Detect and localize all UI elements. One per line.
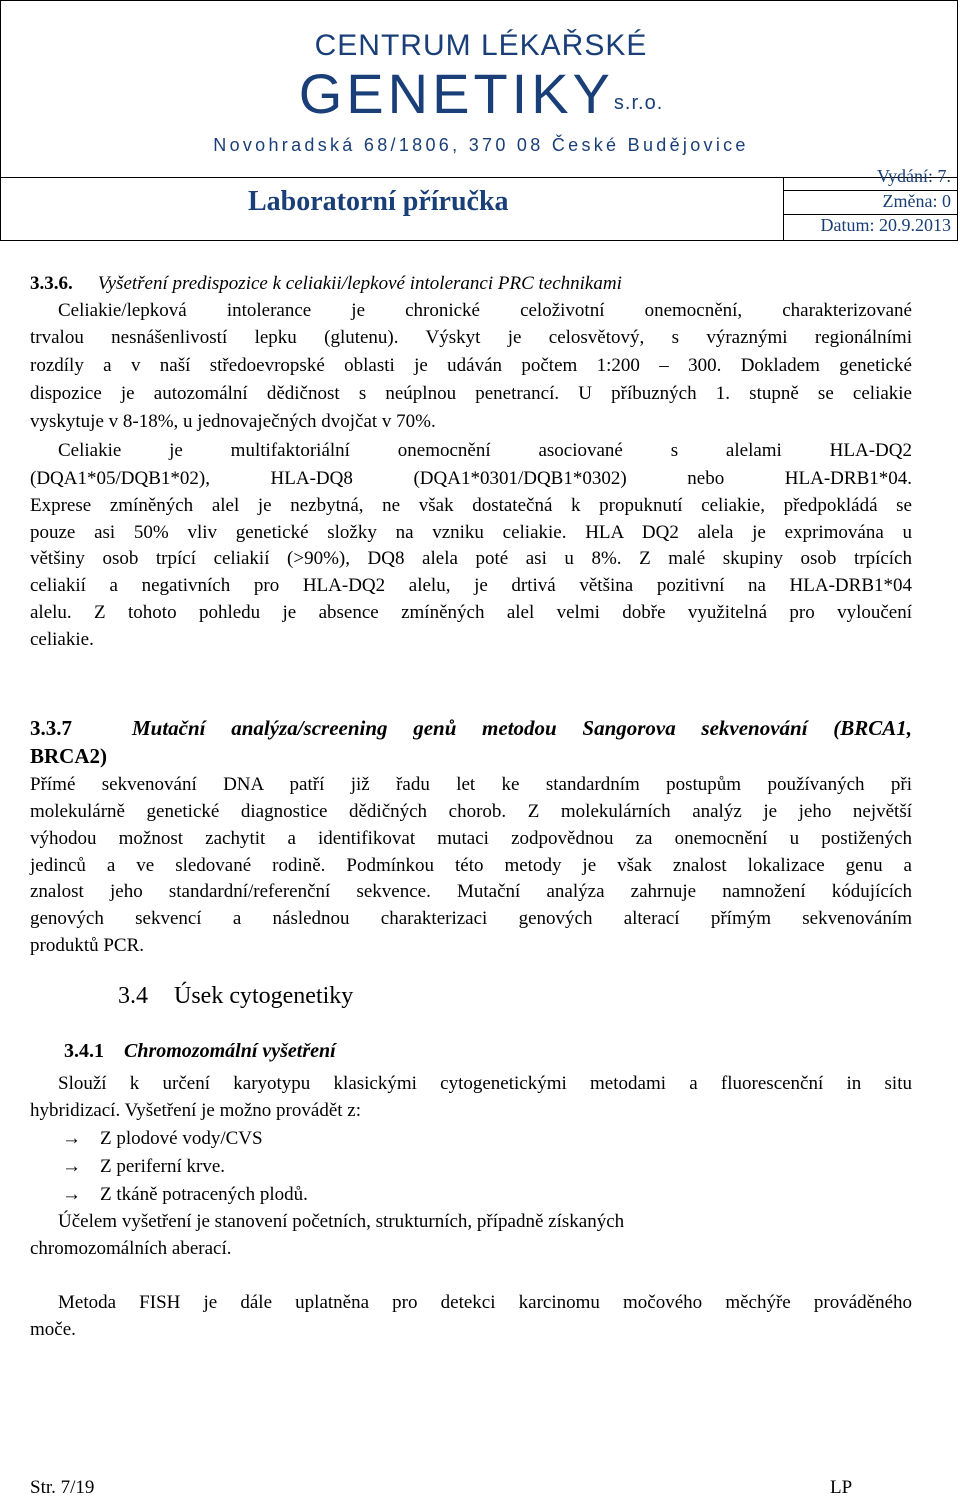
section-chromo-heading — [64, 1038, 336, 1065]
paragraph-line: rozdíly a v naší středoevropské oblasti je udáván počtem 1:200 – 300. Dokladem genetické — [30, 355, 912, 376]
paragraph-line: Exprese zmíněných alel je nezbytná, ne však dostatečná k propuknutí celiakie, předpokládá se — [30, 495, 912, 516]
document-title: Laboratorní příručka — [248, 186, 509, 217]
paragraph-line: znalost jeho standardní/referenční sekvence. Mutační analýza zahrnuje namnožení kódujících — [30, 881, 912, 902]
paragraph-line: Metoda FISH je dále uplatněna pro detekci karcinomu močového měchýře prováděného — [58, 1292, 912, 1313]
section-cyto-number: 3.4 — [118, 983, 148, 1009]
logo-line-1: CENTRUM LÉKAŘSKÉ — [314, 29, 648, 62]
paragraph-line: genových sekvencí a následnou charakterizaci genových alterací přímým sekvenováním — [30, 908, 912, 929]
section-brca-title-cont: BRCA2) — [30, 744, 107, 768]
section-number: 3.3.7 — [30, 716, 72, 740]
paragraph-line: Celiakie je multifaktoriální onemocnění asociované s alelami HLA-DQ2 — [58, 440, 912, 461]
paragraph-line: trvalou nesnášenlivostí lepku (glutenu). Výskyt je celosvětový, s výraznými regionálními — [30, 327, 912, 348]
paragraph-line: hybridizací. Vyšetření je možno provádět z: — [30, 1100, 361, 1121]
paragraph-line: většiny osob trpící celiakií (>90%), DQ8 alela poté asi u 8%. Z malé skupiny osob trpících — [30, 548, 912, 569]
company-address: Novohradská 68/1806, 370 08 České Budějovice — [213, 135, 749, 155]
paragraph-line: produktů PCR. — [30, 935, 145, 956]
section-title: Chromozomální vyšetření — [124, 1040, 336, 1062]
paragraph-line: celiakie. — [30, 629, 94, 650]
logo-suffix: s.r.o. — [613, 92, 664, 114]
logo-genetiky: GENETIKY — [298, 62, 614, 125]
paragraph-line: chromozomálních aberací. — [30, 1238, 232, 1259]
section-brca-heading — [30, 715, 72, 742]
paragraph-line: celiakií a negativních pro HLA-DQ2 alelu, je drtivá většina pozitivní na HLA-DRB1*04 — [30, 575, 912, 596]
paragraph-line: moče. — [30, 1319, 76, 1340]
edition-label: Vydání: 7. — [877, 166, 951, 186]
date-label: Datum: 20.9.2013 — [783, 214, 957, 235]
paragraph-line: (DQA1*05/DQB1*02), HLA-DQ8 (DQA1*0301/DQB1*0302) nebo HLA-DRB1*04. — [30, 468, 912, 489]
section-cyto-title: Úsek cytogenetiky — [174, 983, 354, 1009]
paragraph-line: Přímé sekvenování DNA patří již řadu let ke standardním postupům používaných při — [30, 774, 912, 795]
section-brca-title: Mutační analýza/screening genů metodou Sangorova sekvenování (BRCA1, — [132, 716, 912, 740]
logo-line-2 — [1, 61, 960, 126]
change-label: Změna: 0 — [783, 190, 957, 211]
logo-area — [1, 1, 957, 178]
list-item: → Z tkáně potracených plodů. — [62, 1181, 308, 1208]
list-item: → Z plodové vody/CVS — [62, 1125, 263, 1152]
section-title: Vyšetření predispozice k celiakii/lepkové intoleranci PRC technikami — [97, 273, 622, 294]
arrow-right-icon: → — [62, 1156, 81, 1177]
paragraph-line: alelu. Z tohoto pohledu je absence zmíněných alel velmi dobře využitelná pro vyloučení — [30, 602, 912, 623]
arrow-right-icon: → — [62, 1128, 81, 1149]
section-celiac-heading — [30, 270, 622, 297]
paragraph-line: dispozice je autozomální dědičnost s neúplnou penetrancí. U příbuzných 1. stupně se celiakie — [30, 383, 912, 404]
paragraph-line: molekulárně genetické diagnostice dědičných chorob. Z molekulárních analýz je jeho největší — [30, 801, 912, 822]
paragraph-line: Účelem vyšetření je stanovení početních, strukturních, případně získaných — [58, 1211, 625, 1232]
paragraph-line: výhodou možnost zachytit a identifikovat mutaci zodpovědnou za onemocnění u postižených — [30, 828, 912, 849]
paragraph-line: vyskytuje v 8-18%, u jednovaječných dvojčat v 70%. — [30, 411, 436, 432]
paragraph-line: pouze asi 50% vliv genetické složky na vzniku celiakie. HLA DQ2 alela je exprimována u — [30, 522, 912, 543]
list-item: → Z periferní krve. — [62, 1153, 225, 1180]
section-number: 3.3.6. — [30, 273, 73, 294]
section-number: 3.4.1 — [64, 1040, 104, 1062]
paragraph-line: jedinců a ve sledované rodině. Podmínkou této metody je však znalost lokalizace genu a — [30, 855, 912, 876]
paragraph-line: Celiakie/lepková intolerance je chronické celoživotní onemocnění, charakterizované — [58, 300, 912, 321]
paragraph-line: Slouží k určení karyotypu klasickými cytogenetickými metodami a fluorescenční in situ — [58, 1073, 912, 1094]
author-initials: LP — [830, 1477, 853, 1498]
page-number: Str. 7/19 — [30, 1477, 95, 1498]
arrow-right-icon: → — [62, 1184, 81, 1205]
